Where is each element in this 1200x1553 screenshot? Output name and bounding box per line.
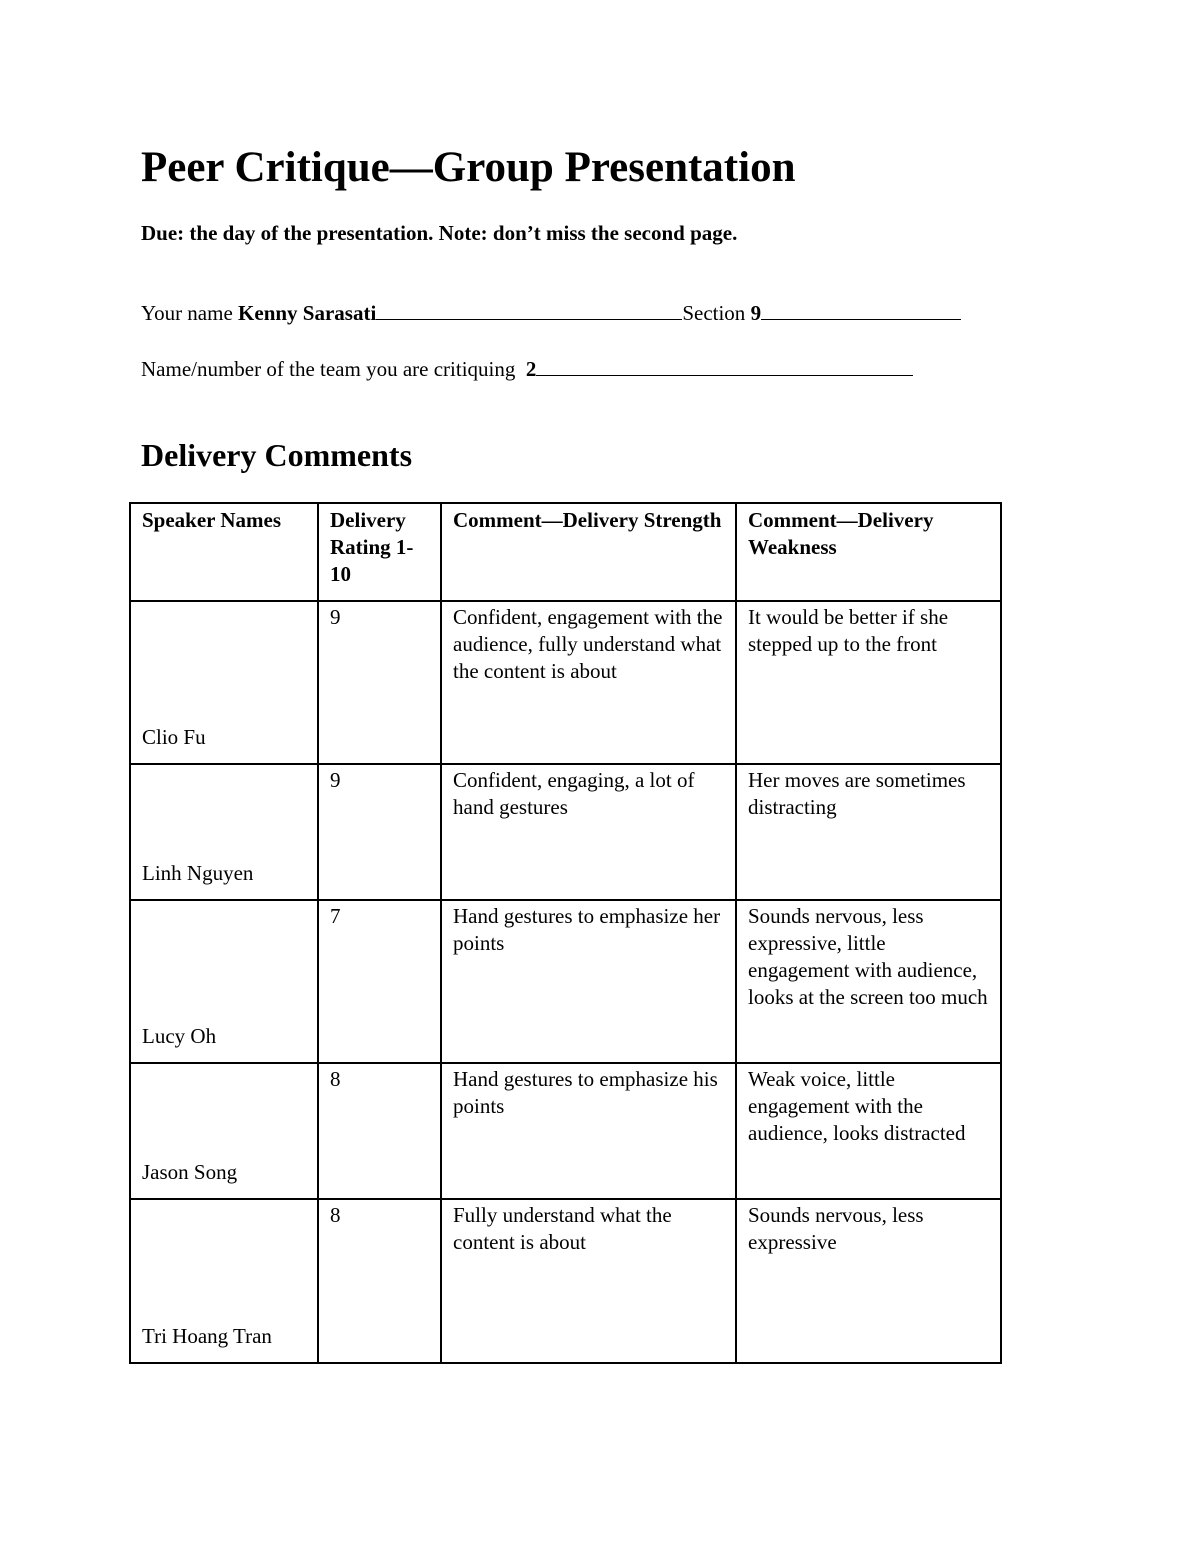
speaker-name-cell[interactable]: Linh Nguyen [130, 764, 318, 900]
speaker-name-cell[interactable]: Tri Hoang Tran [130, 1199, 318, 1363]
team-line [141, 355, 913, 383]
strength-cell[interactable]: Confident, engaging, a lot of hand gestures [441, 764, 736, 900]
rating-cell[interactable]: 8 [318, 1199, 441, 1363]
your-name-value[interactable]: Kenny Sarasati [238, 301, 377, 325]
rating-cell[interactable]: 9 [318, 764, 441, 900]
table-row [130, 900, 1001, 1063]
speaker-name-cell[interactable]: Jason Song [130, 1063, 318, 1199]
header-delivery-strength: Comment—Delivery Strength [441, 503, 736, 601]
strength-cell[interactable]: Hand gestures to emphasize his points [441, 1063, 736, 1199]
section-blank [761, 303, 961, 320]
speaker-name-cell[interactable]: Clio Fu [130, 601, 318, 764]
table-row [130, 1199, 1001, 1363]
rating-cell[interactable]: 9 [318, 601, 441, 764]
page-title: Peer Critique—Group Presentation [141, 144, 796, 191]
strength-cell[interactable]: Confident, engagement with the audience, fully understand what the content is about [441, 601, 736, 764]
section-label: Section [682, 301, 751, 325]
due-note: Due: the day of the presentation. Note: don’t miss the second page. [141, 221, 738, 245]
weakness-cell[interactable]: It would be better if she stepped up to the front [736, 601, 1001, 764]
table-row [130, 1063, 1001, 1199]
delivery-heading: Delivery Comments [141, 437, 413, 473]
rating-cell[interactable]: 8 [318, 1063, 441, 1199]
weakness-cell[interactable]: Her moves are sometimes distracting [736, 764, 1001, 900]
strength-cell[interactable]: Fully understand what the content is about [441, 1199, 736, 1363]
your-name-line [141, 299, 961, 327]
team-label: Name/number of the team you are critiquing [141, 357, 526, 381]
weakness-cell[interactable]: Weak voice, little engagement with the audience, looks distracted [736, 1063, 1001, 1199]
header-delivery-rating: Delivery Rating 1-10 [318, 503, 441, 601]
your-name-blank [376, 303, 682, 320]
delivery-table [129, 502, 1002, 1364]
header-speaker-names: Speaker Names [130, 503, 318, 601]
table-row [130, 601, 1001, 764]
team-blank [536, 359, 913, 376]
table-header-row [130, 503, 1001, 601]
speaker-name-cell[interactable]: Lucy Oh [130, 900, 318, 1063]
team-value[interactable]: 2 [525, 357, 537, 381]
your-name-label: Your name [141, 301, 239, 325]
header-delivery-weakness: Comment—Delivery Weakness [736, 503, 1001, 601]
weakness-cell[interactable]: Sounds nervous, less expressive, little engagement with audience, looks at the screen too much [736, 900, 1001, 1063]
rating-cell[interactable]: 7 [318, 900, 441, 1063]
weakness-cell[interactable]: Sounds nervous, less expressive [736, 1199, 1001, 1363]
section-value[interactable]: 9 [750, 301, 762, 325]
strength-cell[interactable]: Hand gestures to emphasize her points [441, 900, 736, 1063]
table-row [130, 764, 1001, 900]
